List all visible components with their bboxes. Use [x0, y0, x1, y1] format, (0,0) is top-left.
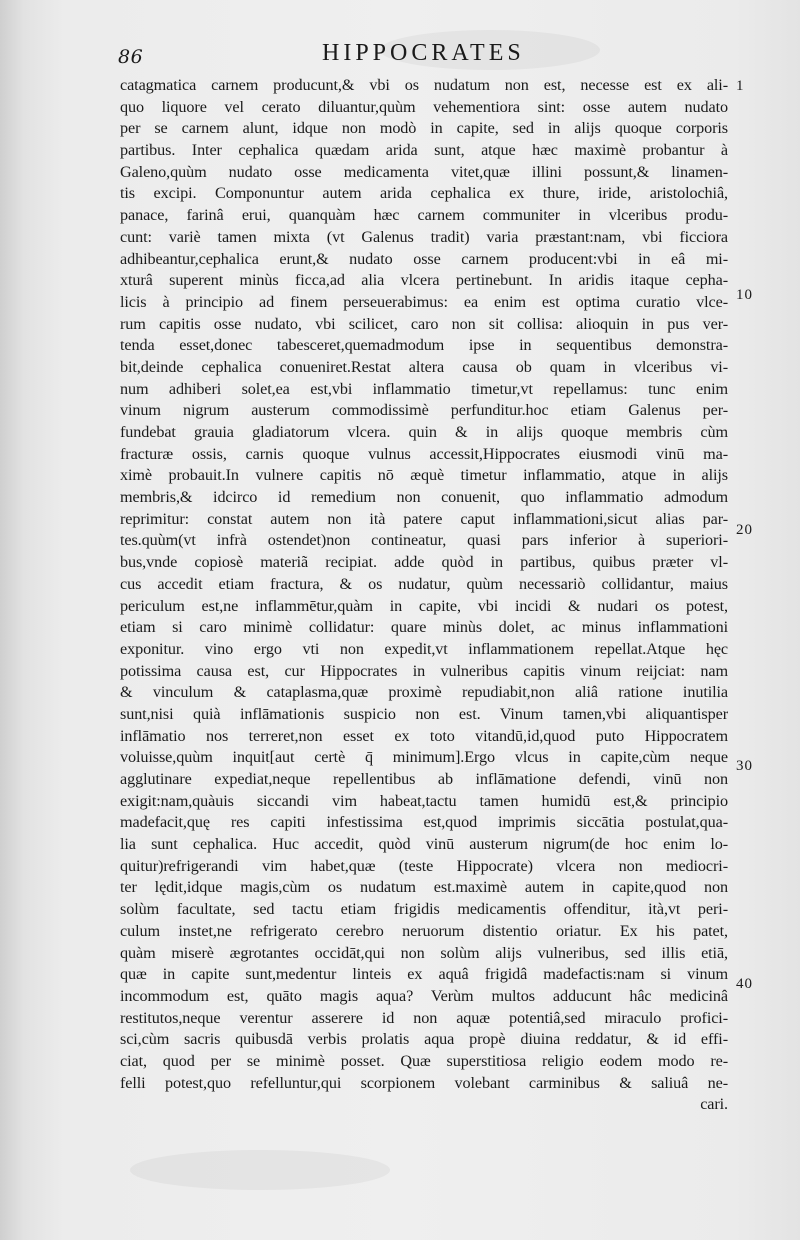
text-line: ter lędit,idque magis,cùm os nudatum est.maximè autem in capite,quod non: [120, 878, 728, 897]
text-line: voluisse,quùm inquit[aut certè q̄ minimum].Ergo vlcus in capite,cùm neque: [120, 748, 728, 767]
text-line: tis excipi. Componuntur autem arida cephalica ex thure, iride, aristolochiâ,: [120, 184, 728, 203]
text-line: fracturæ ossis, carnis quoque vulnus accessit,Hippocrates eiusmodi vinū ma-: [120, 444, 728, 463]
text-line: per se carnem alunt, idque non modò in capite, sed in alijs quoque corporis: [120, 119, 728, 138]
text-line: num adhiberi solet,ea est,vbi inflammatio timetur,vt repellamus: tunc enim: [120, 379, 728, 398]
running-head: HIPPOCRATES: [322, 40, 525, 66]
text-line: sci,cùm sacris quibusdā verbis prolatis aqua propè diuina reddatur, & id effi-: [120, 1030, 728, 1049]
margin-line-number: 30: [736, 758, 753, 774]
margin-line-number: 10: [736, 287, 753, 303]
text-line: bus,vnde copiosè materiã recipiat. adde quòd in partibus, quibus præter vl-: [120, 553, 728, 572]
text-line: membris,& idcirco id remedium non conuenit, quo inflammatio admodum: [120, 488, 728, 507]
text-line: culum instet,ne refrigerato cerebro neruorum distentio oriatur. Ex his patet,: [120, 921, 728, 940]
text-line: cari.: [700, 1095, 728, 1114]
paper-stain: [130, 1150, 390, 1190]
text-line: partibus. Inter cephalica quædam arida sunt, atque hæc maximè probantur à: [120, 141, 728, 160]
text-line: ximè probauit.In vulnere capitis nō æquè timetur inflammatio, atque in alijs: [120, 466, 728, 485]
text-line: cunt: variè tamen mixta (vt Galenus tradit) varia præstant:nam, vbi ficciora: [120, 227, 728, 246]
text-line: restitutos,neque verentur asserere id non aquæ potentiâ,sed miraculo profici-: [120, 1008, 728, 1027]
text-line: inflāmatio nos terreret,non esset ex toto vitandū,id,quod puto Hippocratem: [120, 726, 728, 745]
text-line: agglutinare expediat,neque repellentibus ab inflāmatione defendi, vinū non: [120, 770, 728, 788]
text-line: & vinculum & cataplasma,quæ proximè repudiabit,non aliâ ratione inutilia: [120, 683, 728, 702]
margin-line-number: 1: [736, 78, 745, 94]
text-line: panace, farinâ erui, quanquàm hæc carnem communiter in vlceribus produ-: [120, 206, 728, 225]
text-line: quàm miserè ægrotantes occidāt,qui non solùm alijs vulneribus, sed illis etiā,: [120, 943, 728, 962]
text-line: catagmatica carnem producunt,& vbi os nudatum non est, necesse est ex ali-: [120, 76, 728, 94]
text-line: exponitur. vino ergo vti non expedit,vt inflammationem repellat.Atque hęc: [120, 639, 728, 658]
text-line: adhibeantur,cephalica erunt,& nudato osse carnem producent:vbi in eâ mi-: [120, 249, 728, 268]
text-line: periculum est,ne inflammētur,quàm in capite, vbi incidi & nudari os potest,: [120, 596, 728, 615]
text-line: quæ in capite sunt,medentur linteis ex aquâ frigidâ madefactis:nam si vinum: [120, 965, 728, 984]
text-line: etiam si caro minimè collidatur: quare minùs dolet, ac minus inflammationi: [120, 618, 728, 637]
text-line: madefacit,quę res capiti infestissima est,quod imprimis siccātia postulat,qua-: [120, 813, 728, 832]
text-line: sunt,nisi quià inflāmationis suspicio non est. Vinum tamen,vbi aliquantisper: [120, 704, 728, 723]
text-line: potissima causa est, cur Hippocrates in vulneribus capitis vinum reijciat: nam: [120, 661, 728, 680]
text-line: tenda esset,donec tabesceret,quemadmodum ipse in sequentibus demonstra-: [120, 336, 728, 355]
text-line: xturâ superent minùs ficca,ad alia vlcera pertinebunt. In aridis itaque cepha-: [120, 271, 728, 290]
text-line: cus accedit etiam fractura, & os nudatur, quùm necessariò collidantur, maius: [120, 574, 728, 593]
text-line: rum capitis osse nudato, vbi scilicet, caro non sit collisa: alioquin in pus ver-: [120, 314, 728, 333]
text-line: fundebat grauia gladiatorum vlcera. quin & in alijs quoque membris cùm: [120, 423, 728, 441]
text-line: quitur)refrigerandi vim habet,quæ (teste Hippocrate) vlcera non mediocri-: [120, 856, 728, 875]
text-line: licis à principio ad finem perseuerabimus: ea enim est optima curatio vlce-: [120, 292, 728, 311]
text-line: solùm facultate, sed tactu etiam frigidis medicamentis offenditur, ità,vt peri-: [120, 900, 728, 919]
body-text: [120, 75, 728, 1116]
text-line: tes.quùm(vt infrà ostendet)non contineatur, quasi pars inferior à superiori-: [120, 531, 728, 550]
text-line: felli potest,quo refelluntur,qui scorpionem volebant carminibus & saliuâ ne-: [120, 1073, 728, 1092]
text-line: reprimitur: constat autem non ità patere caput inflammationi,sicut alias par-: [120, 509, 728, 528]
text-line: Galeno,quùm nudato osse medicamenta vitet,quæ illini possunt,& linamen-: [120, 162, 728, 181]
margin-line-number: 40: [736, 976, 753, 992]
text-line: bit,deinde cephalica conueniret.Restat altera causa ob quam in vlceribus vi-: [120, 357, 728, 376]
page-number: 86: [118, 46, 144, 68]
text-line: quo liquore vel cerato diluantur,quùm vehementiora sint: osse autem nudato: [120, 97, 728, 116]
text-line: exigit:nam,quàuis siccandi vim habeat,tactu tamen humidū est,& principio: [120, 791, 728, 810]
margin-line-number: 20: [736, 522, 753, 538]
text-line: incommodum est, quāto magis aqua? Verùm multos adducunt hâc medicinâ: [120, 986, 728, 1005]
text-line: ciat, quod per se minimè posset. Quæ superstitiosa religio eodem modo re-: [120, 1051, 728, 1070]
text-line: lia sunt cephalica. Huc accedit, quòd vinū austerum nigrum(de hoc enim lo-: [120, 835, 728, 854]
text-line: vinum nigrum austerum commodissimè perfunditur.hoc etiam Galenus per-: [120, 401, 728, 420]
